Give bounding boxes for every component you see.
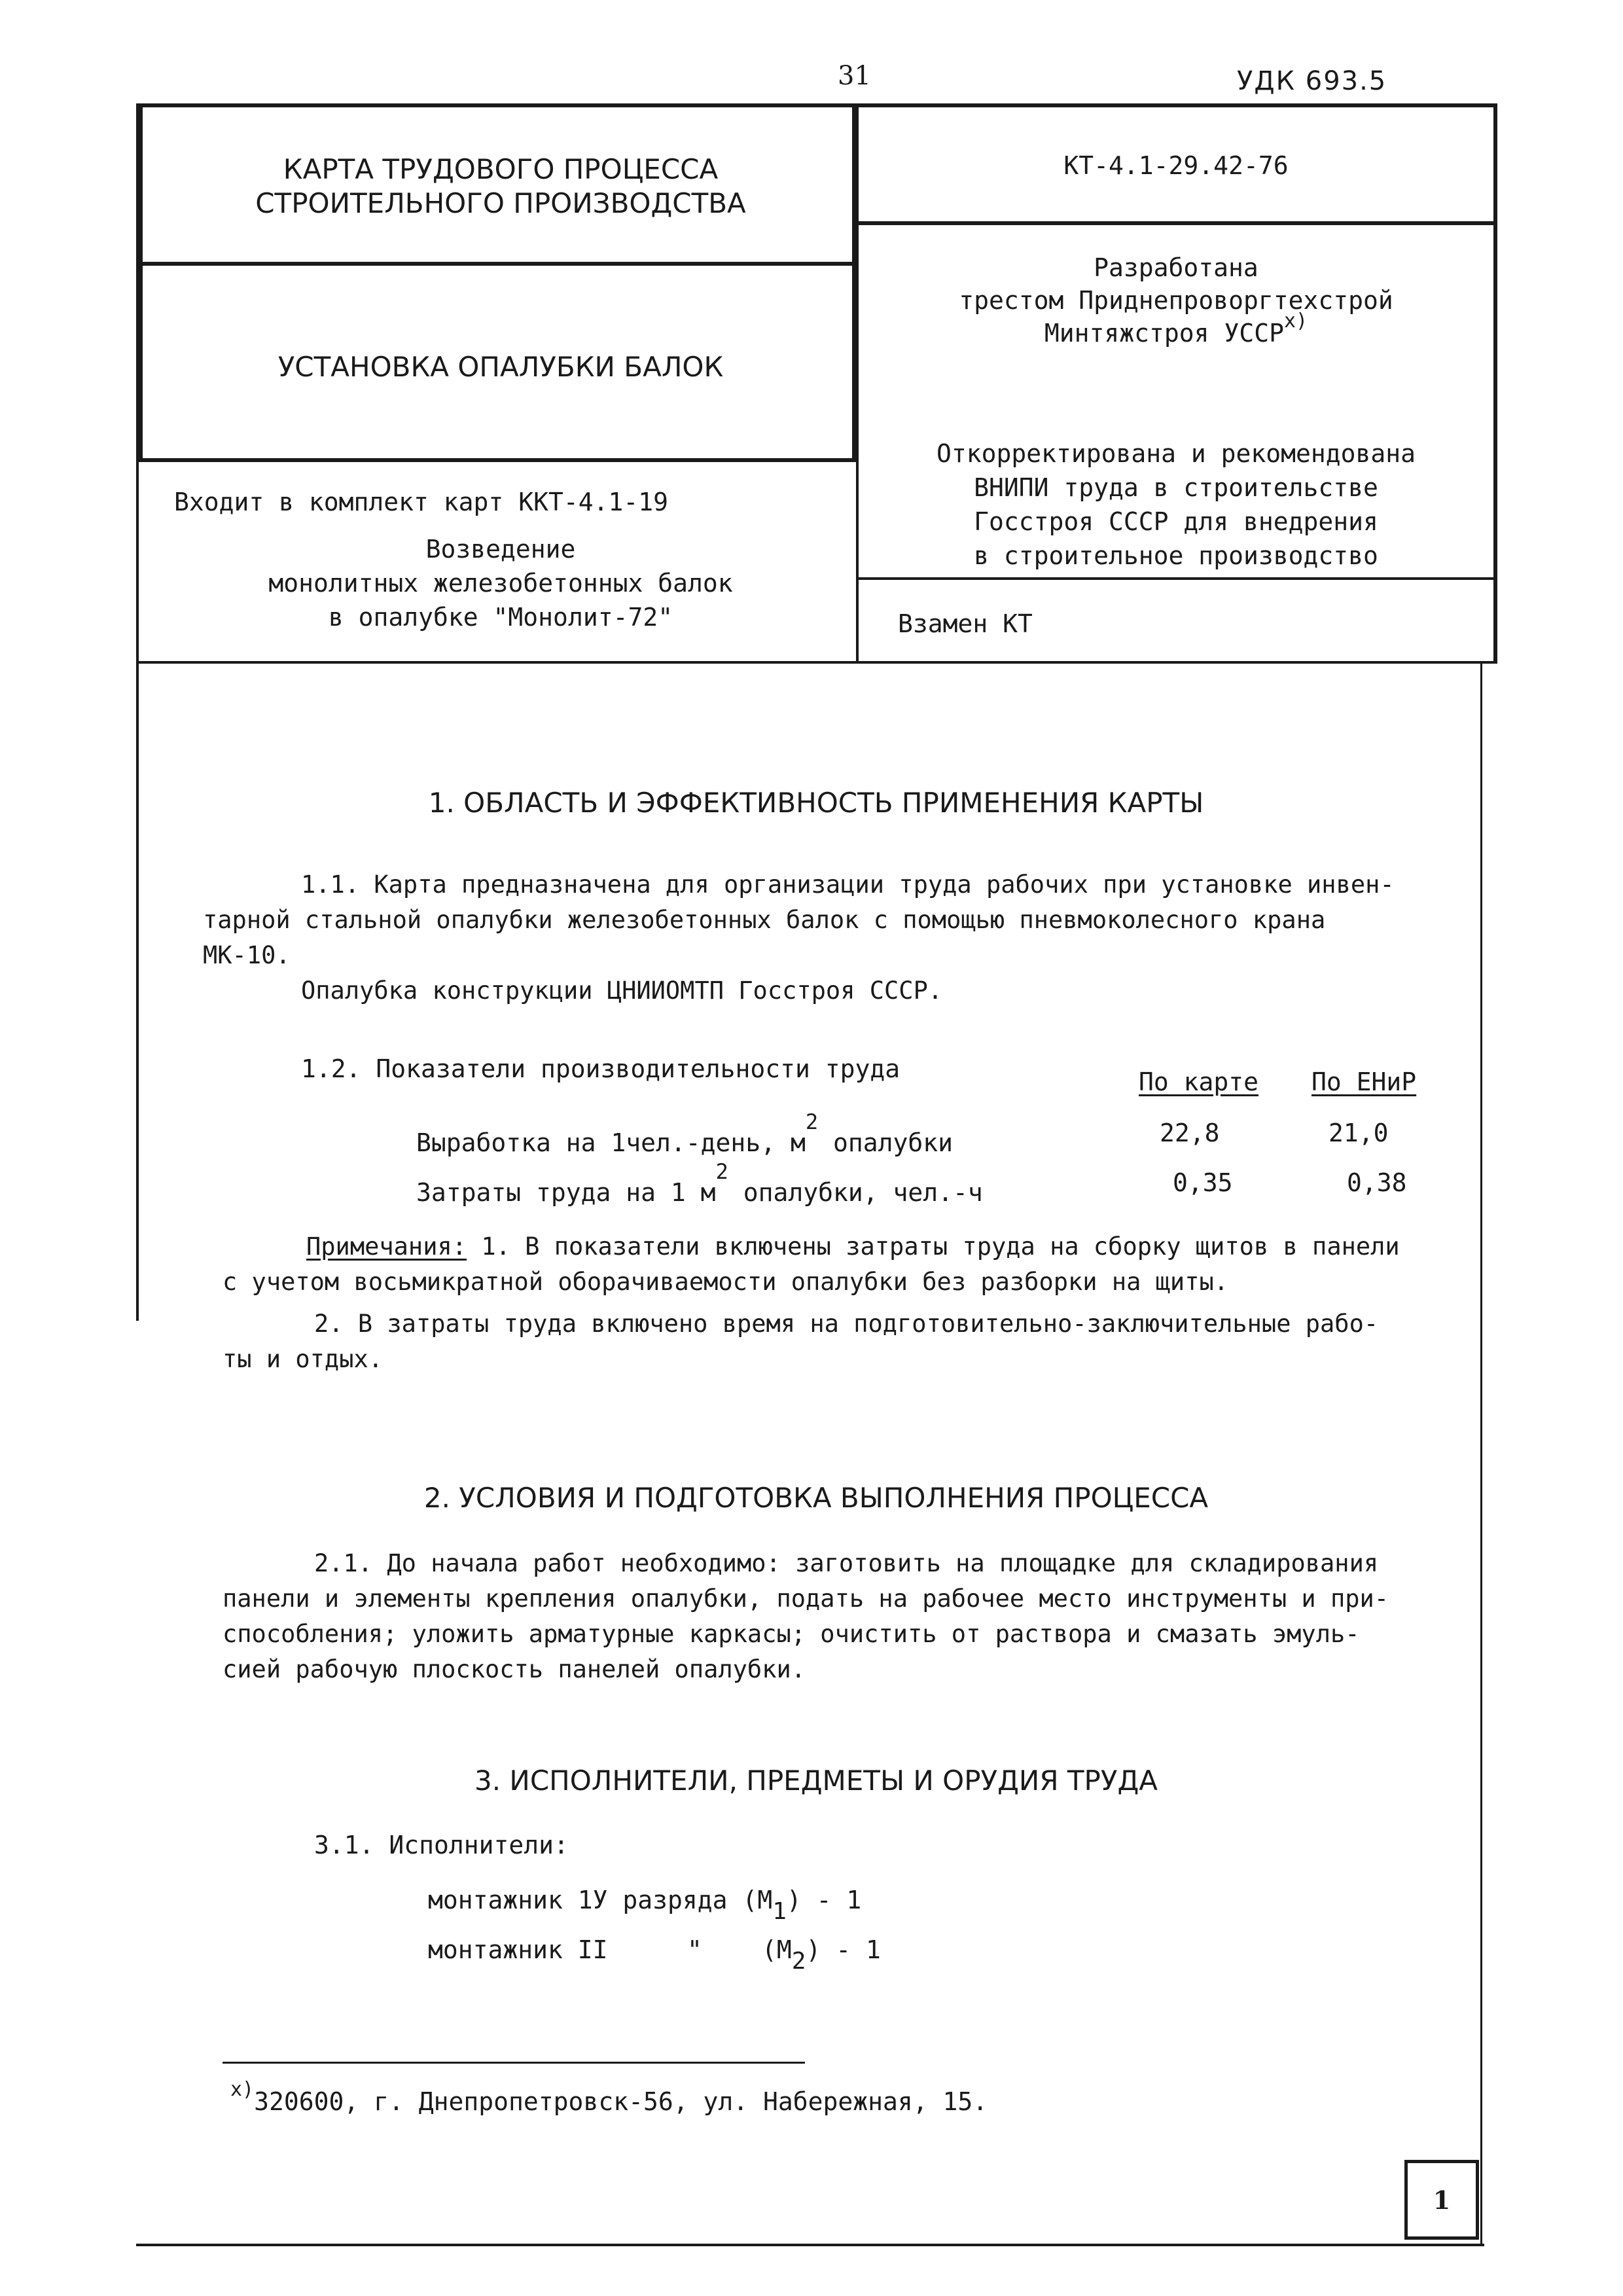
note1-line1 [306, 1229, 1466, 1265]
footnote-text: 320600, г. Днепропетровск-56, ул. Набережная, 15. [254, 2087, 988, 2116]
udk-code: УДК 693.5 [1237, 66, 1387, 96]
row-labor-sup: 2 [715, 1159, 728, 1184]
row-output-label [416, 1109, 953, 1157]
para-2-1-line3: способления; уложить арматурные каркасы; очистить от раствора и смазать эмуль- [223, 1620, 1360, 1648]
para-1-1 [203, 867, 1466, 1009]
para-1-1-line2: тарной стальной опалубки железобетонных балок с помощью пневмоколесного крана [203, 906, 1326, 934]
notes-label: Примечания: [306, 1232, 467, 1261]
card-title-line1: КАРТА ТРУДОВОГО ПРОЦЕССА [283, 153, 719, 185]
footnote-rule [223, 2062, 805, 2064]
para-1-1-line1: 1.1. Карта предназначена для организации труда рабочих при установке инвен- [301, 870, 1395, 899]
worker-1 [428, 1886, 862, 1925]
work-title: УСТАНОВКА ОПАЛУБКИ БАЛОК [277, 351, 724, 383]
col-header-card: По карте [1139, 1067, 1259, 1096]
page-number: 31 [838, 61, 871, 91]
worker-2 [428, 1935, 881, 1975]
card-title-line2: СТРОИТЕЛЬНОГО ПРОИЗВОДСТВА [255, 187, 746, 219]
para-2-1-line1: 2.1. До начала работ необходимо: заготовить на площадке для складирования [314, 1549, 1379, 1577]
worker-2-code-open: (М [762, 1935, 792, 1964]
row-output-sup: 2 [805, 1109, 819, 1134]
corrected-line1: Откорректирована и рекомендована [936, 439, 1416, 468]
sheet-number: 1 [1433, 2185, 1451, 2215]
worker-2-ditto: " [687, 1935, 702, 1964]
worker-2-code [762, 1935, 881, 1975]
notes [223, 1229, 1466, 1377]
row-labor-label-b: опалубки, чел.-ч [728, 1178, 983, 1207]
col-header-enir: По ЕНиР [1311, 1067, 1417, 1096]
para-1-2: 1.2. Показатели производительности труда [301, 1054, 901, 1083]
row-labor-label-a: Затраты труда на 1 м [416, 1178, 716, 1207]
row-labor-card: 0,35 [1173, 1168, 1233, 1197]
footnote-mark: x) [230, 2078, 255, 2101]
worker-2-text: монтажник II [428, 1935, 608, 1964]
right-rule-lower [1480, 664, 1482, 2246]
developed-line1: Разработана [1094, 253, 1258, 282]
para-2-1-line4: сией рабочую плоскость панелей опалубки. [223, 1655, 806, 1683]
section2-title: 2. УСЛОВИЯ И ПОДГОТОВКА ВЫПОЛНЕНИЯ ПРОЦЕССА [423, 1482, 1209, 1514]
bottom-rule [136, 2244, 1484, 2246]
worker-2-sub: 2 [791, 1948, 806, 1975]
para-3-1: 3.1. Исполнители: [314, 1831, 569, 1859]
row-labor-label [416, 1159, 983, 1207]
corrected-line3: Госстроя СССР для внедрения [974, 507, 1378, 536]
corrected-line2: ВНИПИ труда в строительстве [974, 473, 1378, 502]
corrected-line4: в строительное производство [974, 541, 1378, 570]
card-code: КТ-4.1-29.42-76 [1063, 151, 1289, 180]
kit-line3: монолитных железобетонных балок [268, 569, 733, 598]
row-output-enir: 21,0 [1329, 1119, 1389, 1147]
row-labor-enir: 0,38 [1347, 1168, 1407, 1197]
row-output-card: 22,8 [1160, 1119, 1220, 1147]
footnote-reference: x) [1283, 310, 1308, 332]
section3-title: 3. ИСПОЛНИТЕЛИ, ПРЕДМЕТЫ И ОРУДИЯ ТРУДА [474, 1765, 1158, 1797]
worker-1-text: монтажник 1У разряда (М [428, 1886, 773, 1914]
note1-line2: с учетом восьмикратной оборачиваемости опалубки без разборки на щиты. [223, 1268, 1229, 1296]
kit-line2: Возведение [425, 535, 576, 564]
kit-line1: Входит в комплект карт ККТ-4.1-19 [174, 488, 668, 516]
row-output-label-a: Выработка на 1чел.-день, м [416, 1128, 806, 1157]
worker-2-count: ) - 1 [806, 1935, 881, 1964]
row-output-label-b: опалубки [818, 1128, 953, 1157]
note2-line1: 2. В затраты труда включено время на подготовительно-заключительные рабо- [314, 1310, 1379, 1338]
replaces-label: Взамен КТ [898, 609, 1033, 638]
note1-text: 1. В показатели включены затраты труда на сборку щитов в панели [467, 1232, 1400, 1261]
worker-1-count: ) - 1 [786, 1886, 862, 1914]
para-2-1 [223, 1546, 1466, 1687]
worker-1-sub: 1 [772, 1898, 787, 1925]
para-1-1-line4: Опалубка конструкции ЦНИИОМТП Госстроя СССР. [301, 977, 943, 1005]
para-2-1-line2: панели и элементы крепления опалубки, подать на рабочее место инструменты и при- [223, 1585, 1389, 1613]
developed-line3-text: Минтяжстроя УССР [1044, 319, 1284, 348]
para-1-1-line3: МК-10. [203, 941, 291, 969]
developed-line2: трестом Приднепроворгтехстрой [959, 286, 1393, 315]
footnote [230, 2078, 988, 2116]
developed-line3 [859, 310, 1493, 348]
sheet-number-box [1404, 2160, 1479, 2240]
section1-title: 1. ОБЛАСТЬ И ЭФФЕКТИВНОСТЬ ПРИМЕНЕНИЯ КАРТЫ [428, 787, 1204, 819]
note2-line2: ты и отдых. [223, 1345, 383, 1373]
kit-line4: в опалубке "Монолит-72" [328, 603, 673, 632]
